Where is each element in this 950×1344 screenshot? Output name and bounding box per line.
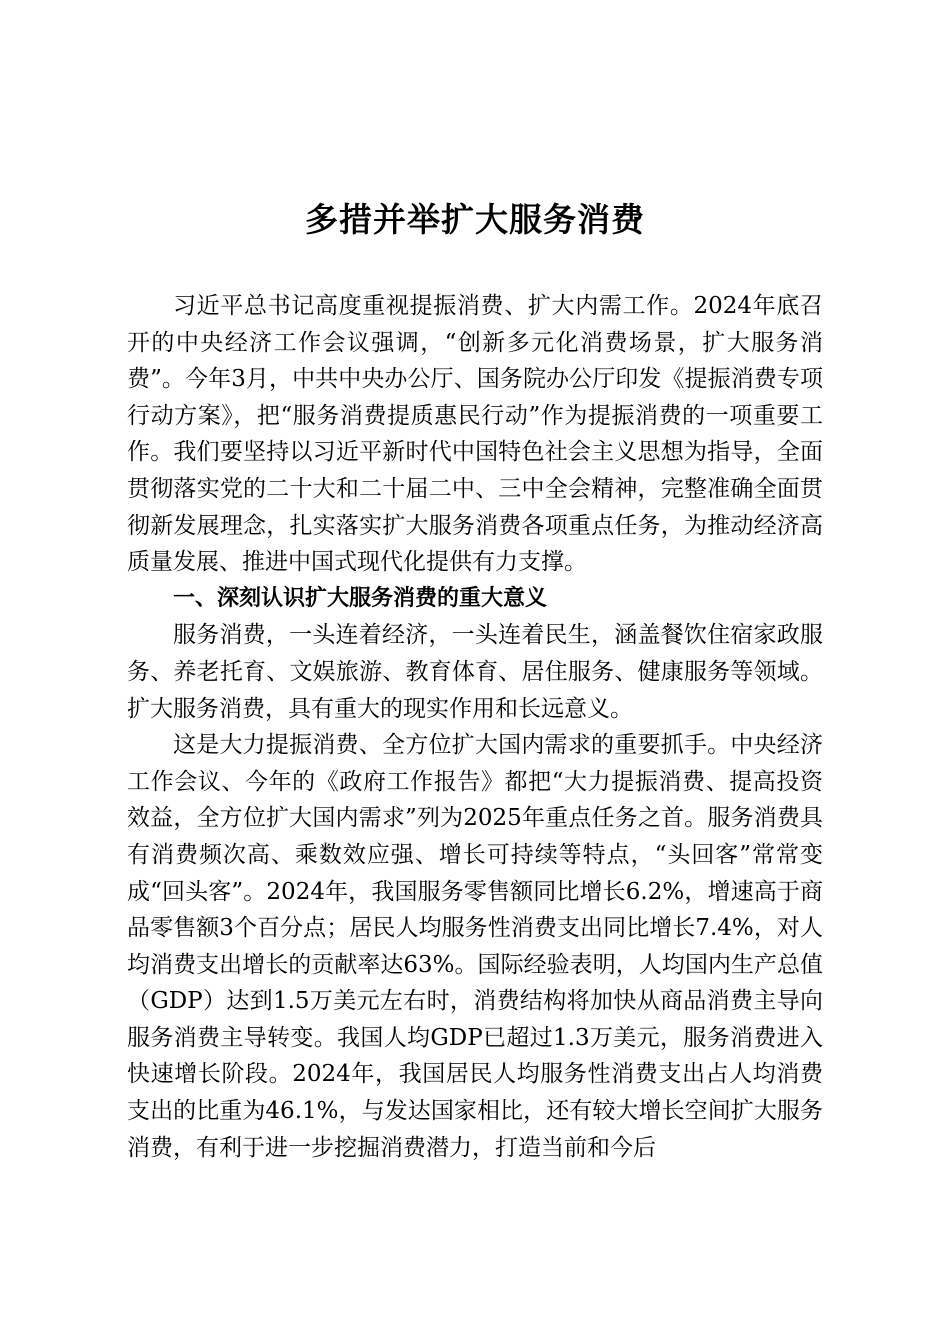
document-body xyxy=(127,288,823,1166)
document-title: 多措并举扩大服务消费 xyxy=(305,200,645,239)
section-paragraph: 这是大力提振消费、全方位扩大国内需求的重要抓手。中央经济工作会议、今年的《政府工作报告》都把“大力提振消费、提高投资效益，全方位扩大国内需求”列为2025年重点任务之首。服务消费具有消费频次高、乘数效应强、增长可持续等特点，“头回客”常常变成“回头客”。2024年，我国服务零售额同比增长6.2%，增速高于商品零售额3个百分点；居民人均服务性消费支出同比增长7.4%，对人均消费支出增长的贡献率达63%。国际经验表明，人均国内生产总值（GDP）达到1.5万美元左右时，消费结构将加快从商品消费主导向服务消费主导转变。我国人均GDP已超过1.3万美元，服务消费进入快速增长阶段。2024年，我国居民人均服务性消费支出占人均消费支出的比重为46.1%，与发达国家相比，还有较大增长空间扩大服务消费，有利于进一步挖掘消费潜力，打造当前和今后 xyxy=(127,732,823,1161)
section-paragraph: 服务消费，一头连着经济，一头连着民生，涵盖餐饮住宿家政服务、养老托育、文娱旅游、教育体育、居住服务、健康服务等领域。扩大服务消费，具有重大的现实作用和长远意义。 xyxy=(127,622,823,722)
intro-paragraph: 习近平总书记高度重视提振消费、扩大内需工作。2024年底召开的中央经济工作会议强调，“创新多元化消费场景，扩大服务消费”。今年3月，中共中央办公厅、国务院办公厅印发《提振消费专项行动方案》，把“服务消费提质惠民行动”作为提振消费的一项重要工作。我们要坚持以习近平新时代中国特色社会主义思想为指导，全面贯彻落实党的二十大和二十届二中、三中全会精神，完整准确全面贯彻新发展理念，扎实落实扩大服务消费各项重点任务，为推动经济高质量发展、推进中国式现代化提供有力支撑。 xyxy=(127,293,823,576)
section-heading: 一、深刻认识扩大服务消费的重大意义 xyxy=(173,585,548,611)
